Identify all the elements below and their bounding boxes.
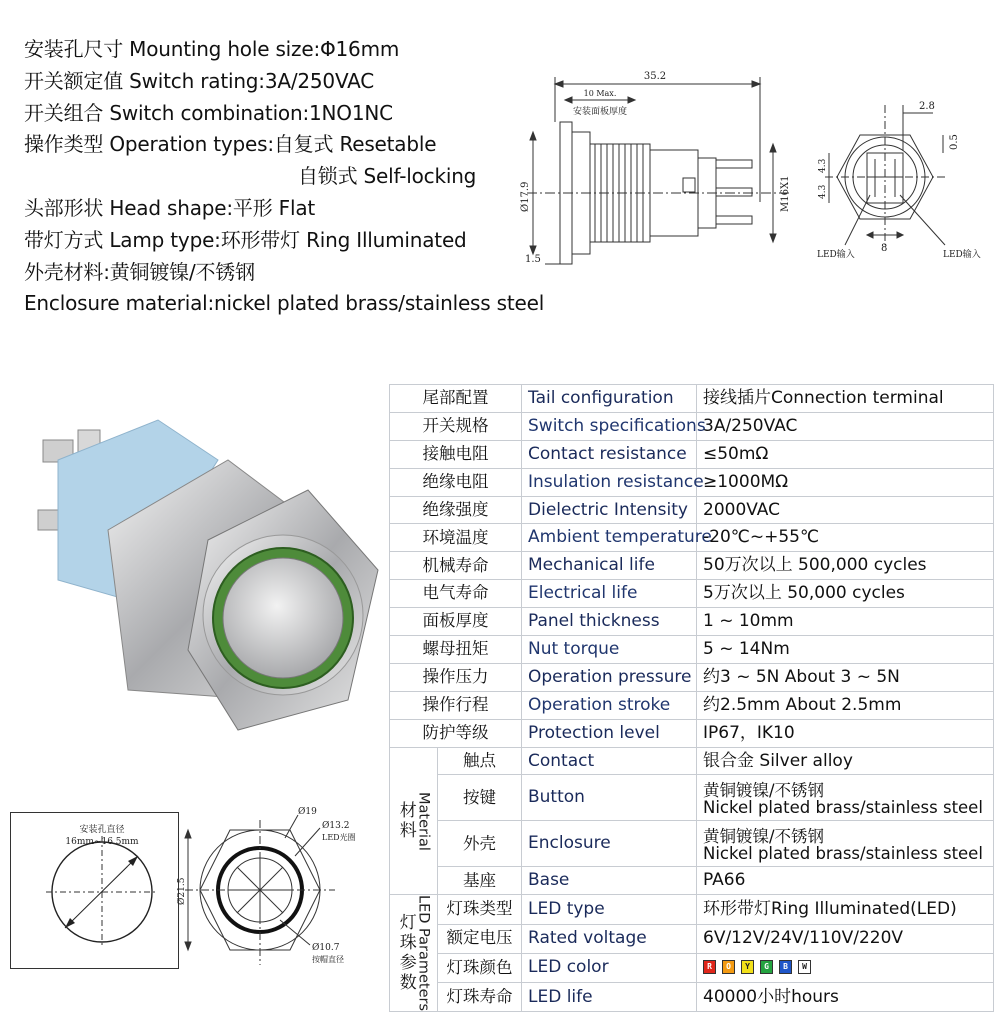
spec-head-shape: 头部形状 Head shape:平形 Flat — [24, 195, 316, 220]
led-label-cn: 灯珠参数 — [395, 913, 416, 994]
table-row — [390, 747, 994, 775]
dim-panel-max: 10 Max. — [583, 89, 617, 98]
dim-back-bottom: 8 — [881, 243, 888, 254]
row-value: 5万次以上 50,000 cycles — [697, 580, 994, 608]
row-value: 2000VAC — [697, 496, 994, 524]
row-value: ≤50mΩ — [697, 440, 994, 468]
row-en: Mechanical life — [522, 552, 697, 580]
row-value — [697, 821, 994, 867]
row-value: 5 ~ 14Nm — [697, 636, 994, 664]
row-en: LED type — [522, 895, 697, 924]
row-en: Protection level — [522, 719, 697, 747]
spec-switch-combination: 开关组合 Switch combination:1NO1NC — [24, 100, 393, 125]
row-cn: 接触电阻 — [390, 440, 522, 468]
row-en: Button — [522, 775, 697, 821]
row-value-cn: 黄铜镀镍/不锈钢 — [703, 826, 825, 846]
row-cn: 基座 — [438, 867, 522, 895]
hole-drawing — [10, 812, 180, 970]
row-value: 约2.5mm About 2.5mm — [697, 691, 994, 719]
spec-mounting-hole: 安装孔尺寸 Mounting hole size:Φ16mm — [24, 37, 400, 61]
row-cn: 防护等级 — [390, 719, 522, 747]
dim-button-dia: Ø10.7 — [312, 943, 340, 953]
row-en: Operation stroke — [522, 691, 697, 719]
row-cn: 触点 — [438, 747, 522, 775]
spec-switch-rating: 开关额定值 Switch rating:3A/250VAC — [24, 68, 375, 93]
material-group-label — [390, 747, 438, 895]
table-row — [390, 440, 994, 468]
row-value: 约3 ~ 5N About 3 ~ 5N — [697, 663, 994, 691]
row-en: Ambient temperature — [522, 524, 697, 552]
row-value: 3A/250VAC — [697, 412, 994, 440]
row-value: 银合金 Silver alloy — [697, 747, 994, 775]
row-en: Panel thickness — [522, 608, 697, 636]
dim-back-left-b: 4.3 — [818, 184, 828, 199]
side-view-drawing — [515, 62, 810, 277]
table-row — [390, 663, 994, 691]
table-row — [390, 983, 994, 1012]
front-view-drawing — [177, 800, 375, 980]
spec-operation-types: 操作类型 Operation types:自复式 Resetable — [24, 132, 437, 157]
led-input-right: LED输入 — [943, 250, 981, 260]
row-cn: 灯珠寿命 — [438, 983, 522, 1012]
row-value-cn: 黄铜镀镍/不锈钢 — [703, 780, 825, 800]
row-cn: 灯珠颜色 — [438, 953, 522, 982]
row-value: -20℃~+55℃ — [697, 524, 994, 552]
row-en: LED life — [522, 983, 697, 1012]
row-value: 6V/12V/24V/110V/220V — [697, 924, 994, 953]
row-en: Dielectric Intensity — [522, 496, 697, 524]
dim-outer-dia: Ø19 — [298, 807, 317, 817]
dim-head-thickness: 1.5 — [525, 254, 541, 265]
led-group-label — [390, 895, 438, 1012]
table-row — [390, 524, 994, 552]
row-value-en: Nickel plated brass/stainless steel — [703, 843, 983, 863]
row-en: Operation pressure — [522, 663, 697, 691]
row-cn: 电气寿命 — [390, 580, 522, 608]
dim-head-diameter: Ø17.9 — [520, 181, 531, 212]
row-en: Nut torque — [522, 636, 697, 664]
material-label-en: Material — [415, 791, 432, 851]
row-cn: 环境温度 — [390, 524, 522, 552]
spec-enclosure-en: Enclosure material:nickel plated brass/stainless steel — [24, 291, 545, 316]
row-en: Electrical life — [522, 580, 697, 608]
row-cn: 开关规格 — [390, 412, 522, 440]
row-value: IP67，IK10 — [697, 719, 994, 747]
product-photo — [18, 400, 378, 760]
table-row — [390, 636, 994, 664]
row-value: 接线插片Connection terminal — [697, 385, 994, 413]
row-value: 40000小时hours — [697, 983, 994, 1012]
row-value — [697, 775, 994, 821]
table-row — [390, 821, 994, 867]
row-cn: 灯珠类型 — [438, 895, 522, 924]
row-value: 50万次以上 500,000 cycles — [697, 552, 994, 580]
dim-back-right: 0.5 — [949, 134, 960, 150]
hole-label-range: 16mm~16.5mm — [65, 837, 139, 847]
row-en: Rated voltage — [522, 924, 697, 953]
row-en: Enclosure — [522, 821, 697, 867]
table-row — [390, 719, 994, 747]
row-cn: 按键 — [438, 775, 522, 821]
hole-label-cn: 安装孔直径 — [79, 825, 125, 835]
row-en: Contact — [522, 747, 697, 775]
dim-overall-length: 35.2 — [643, 71, 667, 82]
row-en: Contact resistance — [522, 440, 697, 468]
table-row — [390, 385, 994, 413]
table-row — [390, 775, 994, 821]
row-cn: 外壳 — [438, 821, 522, 867]
dim-ring-dia: Ø13.2 — [322, 821, 350, 831]
dim-back-top: 2.8 — [919, 101, 935, 112]
row-cn: 操作压力 — [390, 663, 522, 691]
table-row — [390, 496, 994, 524]
row-value: 环形带灯Ring Illuminated(LED) — [697, 895, 994, 924]
led-color-swatch: Y — [741, 960, 754, 974]
spec-enclosure-cn: 外壳材料:黄铜镀镍/不锈钢 — [24, 259, 255, 284]
spec-list — [24, 34, 544, 320]
led-label-en: LED Parameters — [415, 895, 432, 1012]
table-row — [390, 924, 994, 953]
led-color-swatch: W — [798, 960, 811, 974]
table-row — [390, 468, 994, 496]
row-cn: 绝缘电阻 — [390, 468, 522, 496]
spec-table — [389, 384, 994, 1012]
led-color-swatches — [697, 953, 994, 982]
row-cn: 操作行程 — [390, 691, 522, 719]
button-face — [223, 558, 343, 678]
row-en: LED color — [522, 953, 697, 982]
table-row — [390, 412, 994, 440]
row-value: ≥1000MΩ — [697, 468, 994, 496]
row-cn: 额定电压 — [438, 924, 522, 953]
dim-height: Ø21.5 — [177, 877, 187, 905]
row-en: Tail configuration — [522, 385, 697, 413]
row-value: PA66 — [697, 867, 994, 895]
spec-lamp-type: 带灯方式 Lamp type:环形带灯 Ring Illuminated — [24, 227, 467, 252]
table-row — [390, 580, 994, 608]
back-view-drawing — [815, 95, 995, 280]
row-en: Switch specifications — [522, 412, 697, 440]
led-color-swatch: G — [760, 960, 773, 974]
row-value: 1 ~ 10mm — [697, 608, 994, 636]
table-row — [390, 867, 994, 895]
dim-button-label: 按帽直径 — [312, 955, 344, 964]
dim-back-left-a: 4.3 — [818, 158, 828, 173]
dim-thread: M16X1 — [780, 175, 791, 212]
spec-self-locking: 自锁式 Self-locking — [298, 164, 477, 189]
swatch-list — [703, 960, 811, 974]
led-color-swatch: B — [779, 960, 792, 974]
row-value-en: Nickel plated brass/stainless steel — [703, 797, 983, 817]
row-cn: 绝缘强度 — [390, 496, 522, 524]
table-row — [390, 608, 994, 636]
row-cn: 面板厚度 — [390, 608, 522, 636]
table-row — [390, 895, 994, 924]
row-cn: 机械寿命 — [390, 552, 522, 580]
led-color-swatch: O — [722, 960, 735, 974]
table-row — [390, 552, 994, 580]
table-row — [390, 691, 994, 719]
led-color-swatch: R — [703, 960, 716, 974]
row-en: Base — [522, 867, 697, 895]
row-cn: 螺母扭矩 — [390, 636, 522, 664]
dim-ring-label: LED光圈 — [322, 833, 356, 842]
dim-panel-label: 安装面板厚度 — [572, 107, 628, 117]
row-cn: 尾部配置 — [390, 385, 522, 413]
material-label-cn: 材料 — [395, 800, 416, 841]
table-row — [390, 953, 994, 982]
row-en: Insulation resistance — [522, 468, 697, 496]
led-input-left: LED输入 — [817, 250, 855, 260]
